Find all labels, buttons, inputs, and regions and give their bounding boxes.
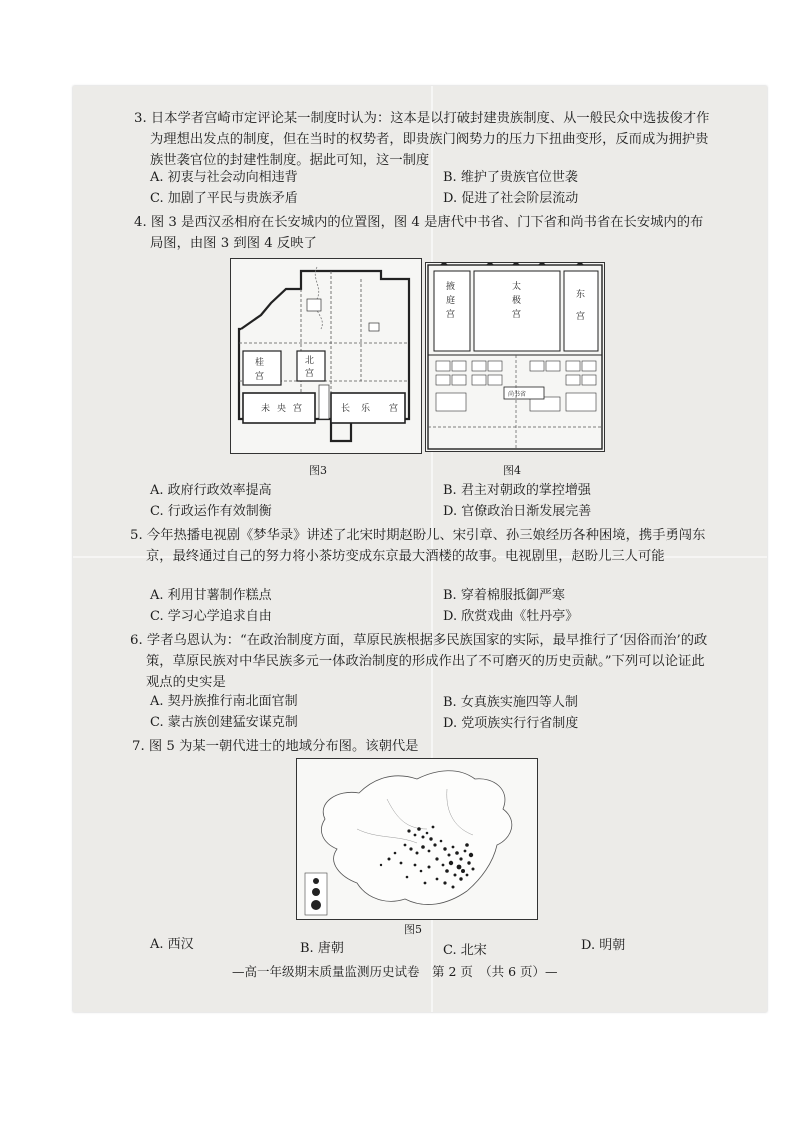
q5-option-d[interactable]: D. 欣赏戏曲《牡丹亭》 [443,609,579,624]
q4-option-c[interactable]: C. 行政运作有效制衡 [150,504,272,519]
fig4-shangshu-label: 尚书省 [508,391,527,398]
q4-option-a[interactable]: A. 政府行政效率提高 [150,483,272,498]
fig3-wei-label: 未 [261,404,271,414]
q7-option-b[interactable]: B. 唐朝 [300,941,344,956]
fig4-donggong-label-2: 宫 [576,312,586,322]
fig3-yang-label: 央 [277,404,287,414]
page-footer: —高一年级期末质量监测历史试卷 第 2 页 （共 6 页）— [232,964,558,979]
q4-option-b[interactable]: B. 君主对朝政的掌控增强 [443,483,591,498]
fig3-chang-label: 长 [341,404,351,414]
q4-option-d[interactable]: D. 官僚政治日渐发展完善 [443,504,592,519]
fig3-gong-label-b: 宫 [305,369,315,379]
figure-4-tang-changan-map [425,262,605,452]
q7-option-d[interactable]: D. 明朝 [581,938,626,953]
fig4-taiji-label-3: 宫 [512,310,522,320]
fig4-yeting-label-3: 宫 [446,310,456,320]
figure-4-caption: 图4 [503,464,521,477]
fig4-taiji-label-1: 太 [512,282,522,292]
figure-3-caption: 图3 [309,464,327,477]
figure-3-xihan-changan-map [230,258,422,454]
q6-option-d[interactable]: D. 党项族实行行省制度 [443,716,579,731]
fig3-bei-label: 北 [305,356,315,366]
q7-option-c[interactable]: C. 北宋 [443,943,487,958]
fig4-yeting-label-2: 庭 [446,296,456,306]
question-5-stem: 5. 今年热播电视剧《梦华录》讲述了北宋时期赵盼儿、宋引章、孙三娘经历各种困境，携手勇闯东京，最终通过自己的努力将小茶坊变成东京最大酒楼的故事。电视剧里，赵盼儿三人可能 [130,528,706,564]
q3-option-a[interactable]: A. 初衷与社会动向相违背 [150,170,298,185]
q3-option-b[interactable]: B. 维护了贵族官位世袭 [443,170,578,185]
q5-option-c[interactable]: C. 学习心学追求自由 [150,609,272,624]
question-4-stem: 4. 图 3 是西汉丞相府在长安城内的位置图，图 4 是唐代中书省、门下省和尚书省在长安城内的布局图，由图 3 到图 4 反映了 [134,215,704,251]
q6-option-c[interactable]: C. 蒙古族创建猛安谋克制 [150,715,298,730]
fig3-le-label: 乐 [361,404,371,414]
fig4-taiji-label-2: 极 [512,296,522,306]
q5-option-b[interactable]: B. 穿着棉服抵御严寒 [443,588,565,603]
fig3-gong-label-d: 宫 [389,404,399,414]
fig3-gui-label: 桂 [255,358,265,368]
figure-5-jinshi-distribution-map [296,758,538,920]
question-7-stem: 7. 图 5 为某一朝代进士的地域分布图。该朝代是 [132,739,419,754]
q3-option-d[interactable]: D. 促进了社会阶层流动 [443,191,579,206]
fig3-gong-label-a: 宫 [255,372,265,382]
q6-option-b[interactable]: B. 女真族实施四等人制 [443,695,578,710]
question-3-stem: 3. 日本学者宫崎市定评论某一制度时认为：这本是以打破封建贵族制度、从一般民众中选拔俊才作为理想出发点的制度，但在当时的权势者，即贵族门阀势力的压力下扭曲变形，反而成为拥护贵族世袭官位的封建性制度。据此可知，这一制度 [134,111,710,168]
figure-5-caption: 图5 [404,923,422,936]
q7-option-a[interactable]: A. 西汉 [150,937,194,952]
question-6-stem: 6. 学者乌恩认为：“在政治制度方面，草原民族根据多民族国家的实际，最早推行了‘因俗而治’的政策，草原民族对中华民族多元一体政治制度的形成作出了不可磨灭的历史贡献。”下列可以论证此观点的史实是 [130,633,708,690]
q3-option-c[interactable]: C. 加剧了平民与贵族矛盾 [150,191,298,206]
q5-option-a[interactable]: A. 利用甘薯制作糕点 [150,588,272,603]
fig3-gong-label-c: 宫 [293,404,303,414]
q6-option-a[interactable]: A. 契丹族推行南北面官制 [150,694,298,709]
fig4-yeting-label-1: 掖 [446,282,456,292]
fig4-donggong-label-1: 东 [576,290,586,300]
